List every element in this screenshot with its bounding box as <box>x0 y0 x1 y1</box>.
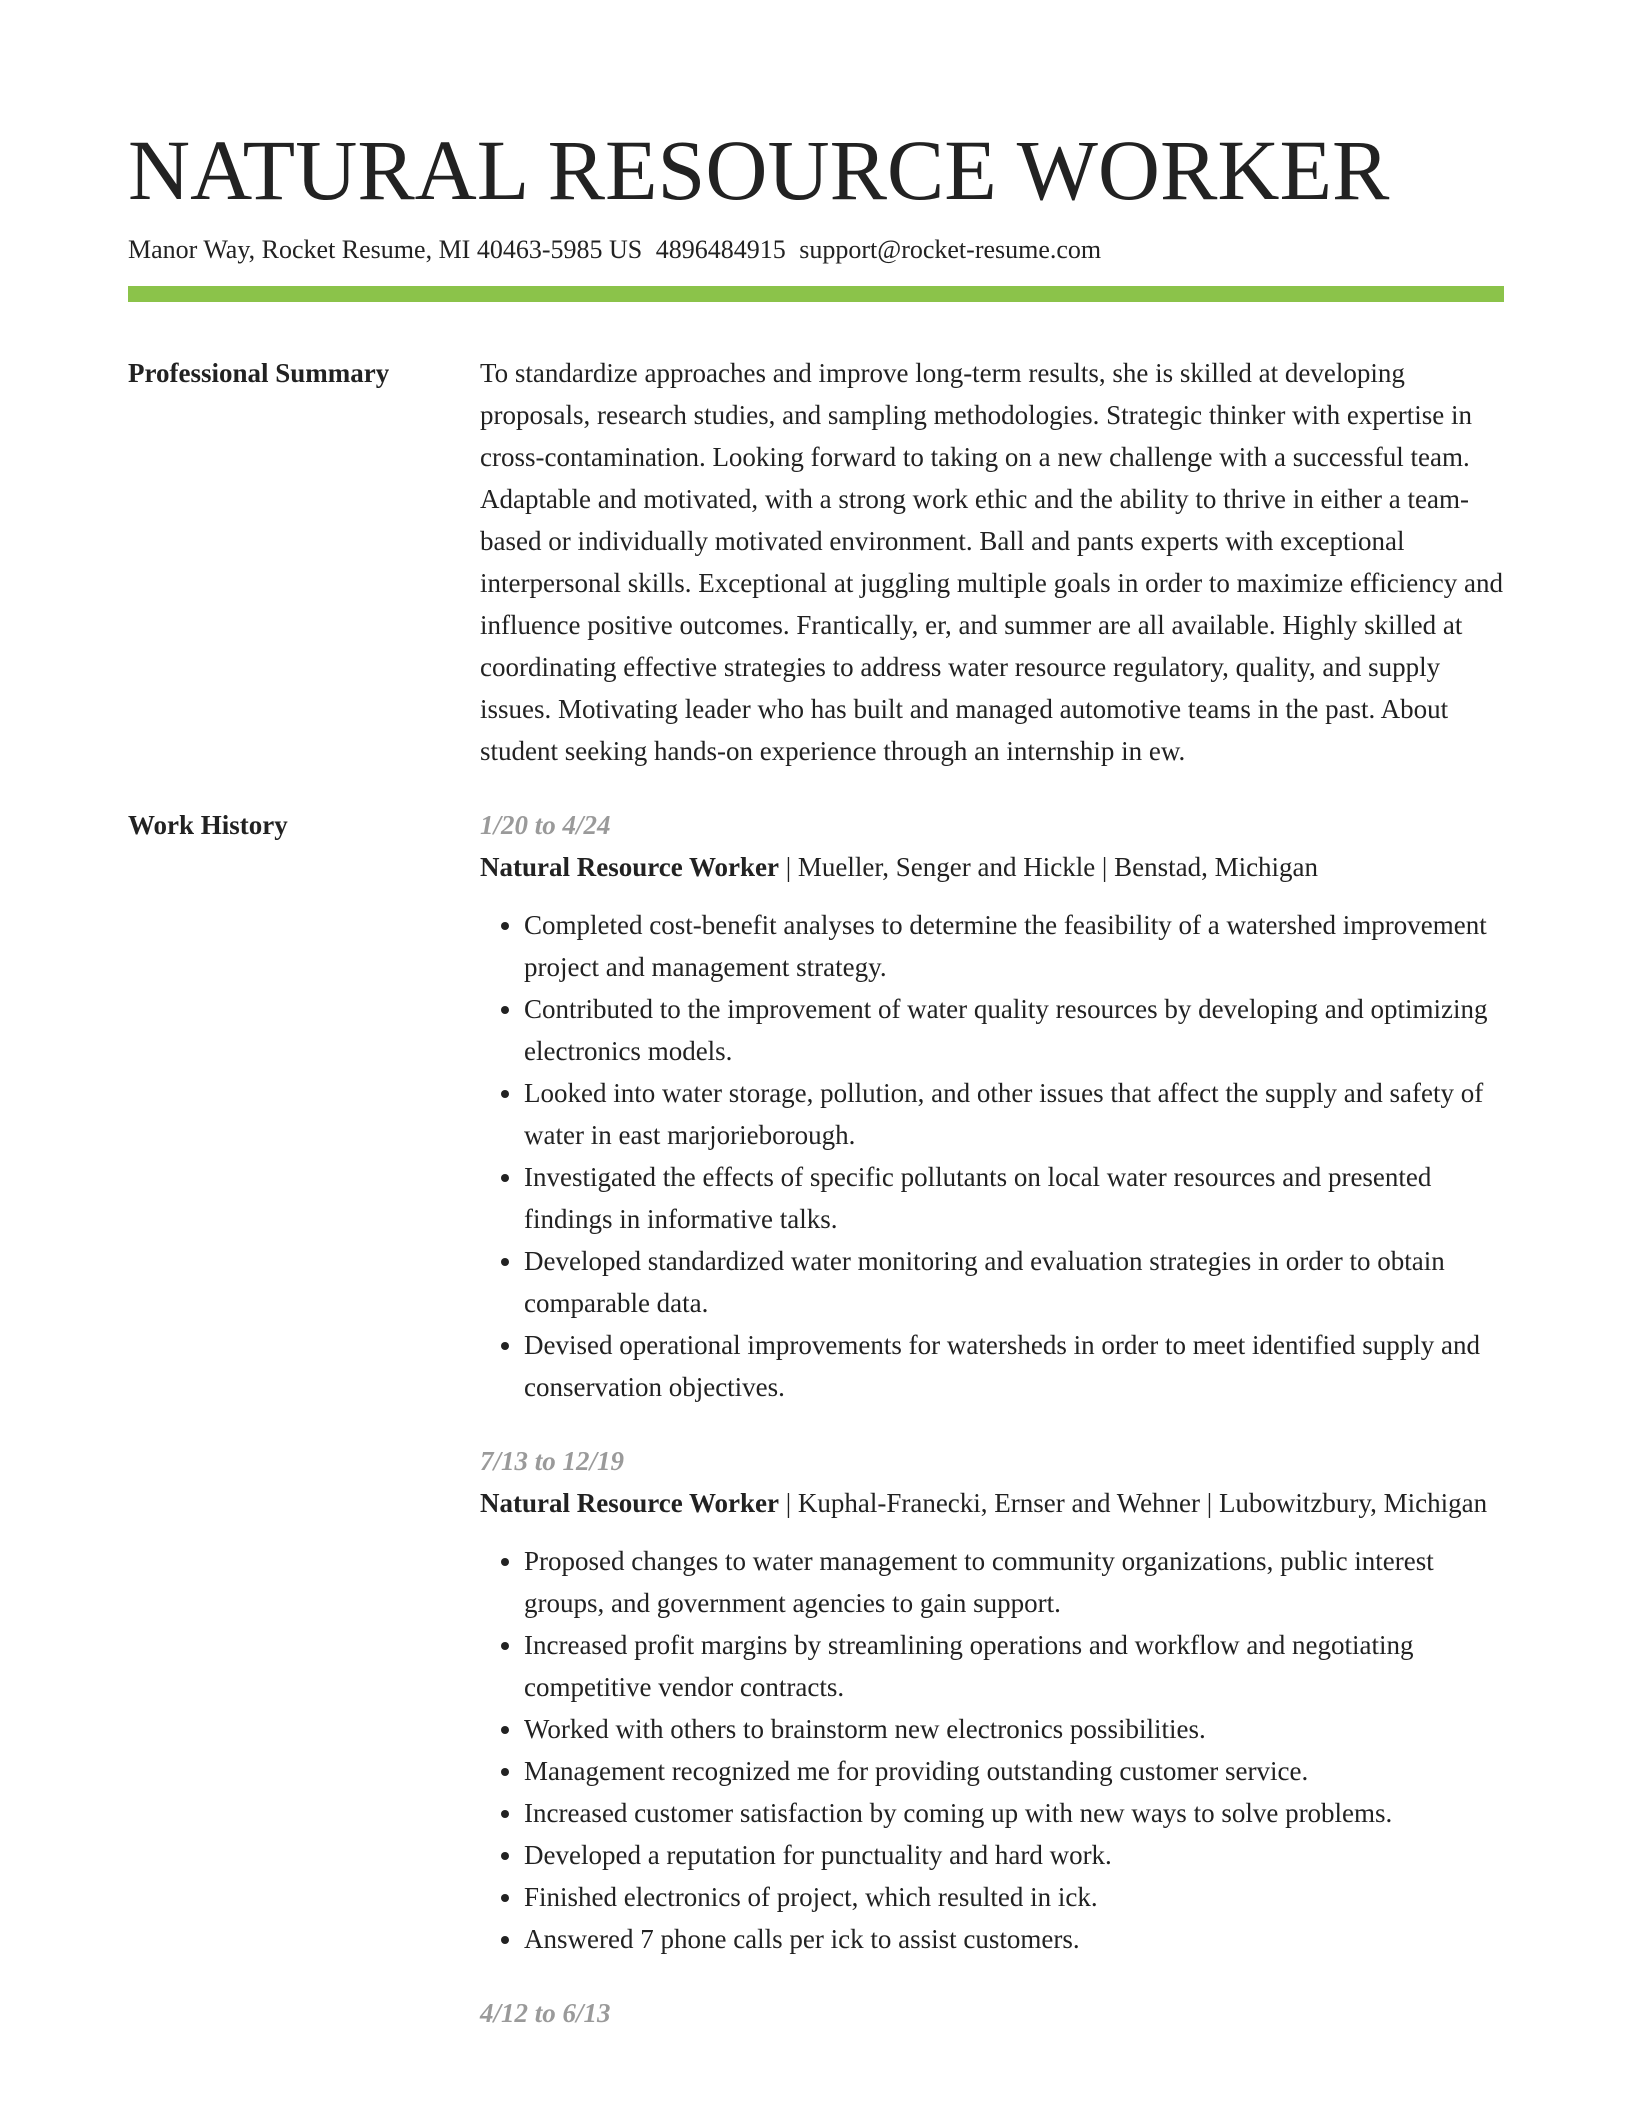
job-dates: 4/12 to 6/13 <box>480 1998 611 2028</box>
job-dates: 7/13 to 12/19 <box>480 1446 625 1476</box>
job-details: | Kuphal-Franecki, Ernser and Wehner | Lubowitzbury, Michigan <box>778 1488 1488 1518</box>
job-dates: 1/20 to 4/24 <box>480 810 611 840</box>
job-title: Natural Resource Worker <box>480 852 779 882</box>
job-bullets <box>480 1540 1504 1960</box>
work-history-section <box>128 804 1504 2034</box>
work-history-list <box>480 804 1504 2034</box>
job-entry <box>480 804 1504 1408</box>
job-bullet: • Finished electronics of project, which resulted in ick. <box>524 1876 1504 1918</box>
resume-page <box>128 0 1504 2034</box>
job-entry <box>480 1992 1504 2034</box>
job-bullet: • Completed cost-benefit analyses to determine the feasibility of a watershed improvement project and management strategy. <box>524 904 1504 988</box>
accent-divider <box>128 286 1504 302</box>
professional-summary-section <box>128 352 1504 772</box>
job-bullet: • Investigated the effects of specific pollutants on local water resources and presented findings in informative talks. <box>524 1156 1504 1240</box>
job-bullet: • Developed a reputation for punctuality and hard work. <box>524 1834 1504 1876</box>
job-bullet: • Proposed changes to water management to community organizations, public interest groups, and government agencies to gain support. <box>524 1540 1504 1624</box>
job-entry <box>480 1440 1504 1960</box>
summary-text: To standardize approaches and improve long-term results, she is skilled at developing proposals, research studies, and sampling methodologies. Strategic thinker with expertise in cross-contamination. Looking forward to taking on a new challenge with a successful team. Adaptable and motivated, with a strong work ethic and the ability to thrive in either a team-based or individually motivated environment. Ball and pants experts with exceptional interpersonal skills. Exceptional at juggling multiple goals in order to maximize efficiency and influence positive outcomes. Frantically, er, and summer are all available. Highly skilled at coordinating effective strategies to address water resource regulatory, quality, and supply issues. Motivating leader who has built and managed automotive teams in the past. About student seeking hands-on experience through an internship in ew. <box>480 358 1503 766</box>
job-bullet: • Devised operational improvements for watersheds in order to meet identified supply and conservation objectives. <box>524 1324 1504 1408</box>
contact-address: Manor Way, Rocket Resume, MI 40463-5985 US <box>128 235 643 264</box>
section-label-summary: Professional Summary <box>128 358 390 388</box>
job-bullets <box>480 904 1504 1408</box>
job-bullet: • Contributed to the improvement of water quality resources by developing and optimizing electronics models. <box>524 988 1504 1072</box>
job-bullet: • Management recognized me for providing outstanding customer service. <box>524 1750 1504 1792</box>
job-role-line <box>480 1482 1504 1524</box>
job-bullet: • Increased profit margins by streamlining operations and workflow and negotiating competitive vendor contracts. <box>524 1624 1504 1708</box>
job-bullet: • Developed standardized water monitoring and evaluation strategies in order to obtain comparable data. <box>524 1240 1504 1324</box>
contact-line <box>128 234 1504 266</box>
job-bullet: • Answered 7 phone calls per ick to assist customers. <box>524 1918 1504 1960</box>
job-role-line <box>480 846 1504 888</box>
resume-name: NATURAL RESOURCE WORKER <box>128 122 1390 218</box>
job-bullet: • Worked with others to brainstorm new electronics possibilities. <box>524 1708 1504 1750</box>
job-bullet: • Looked into water storage, pollution, and other issues that affect the supply and safety of water in east marjorieborough. <box>524 1072 1504 1156</box>
contact-phone: 4896484915 <box>655 235 786 264</box>
job-details: | Mueller, Senger and Hickle | Benstad, Michigan <box>778 852 1319 882</box>
contact-email: support@rocket-resume.com <box>799 235 1102 264</box>
section-label-work-history: Work History <box>128 810 288 840</box>
job-title: Natural Resource Worker <box>480 1488 779 1518</box>
job-bullet: • Increased customer satisfaction by coming up with new ways to solve problems. <box>524 1792 1504 1834</box>
